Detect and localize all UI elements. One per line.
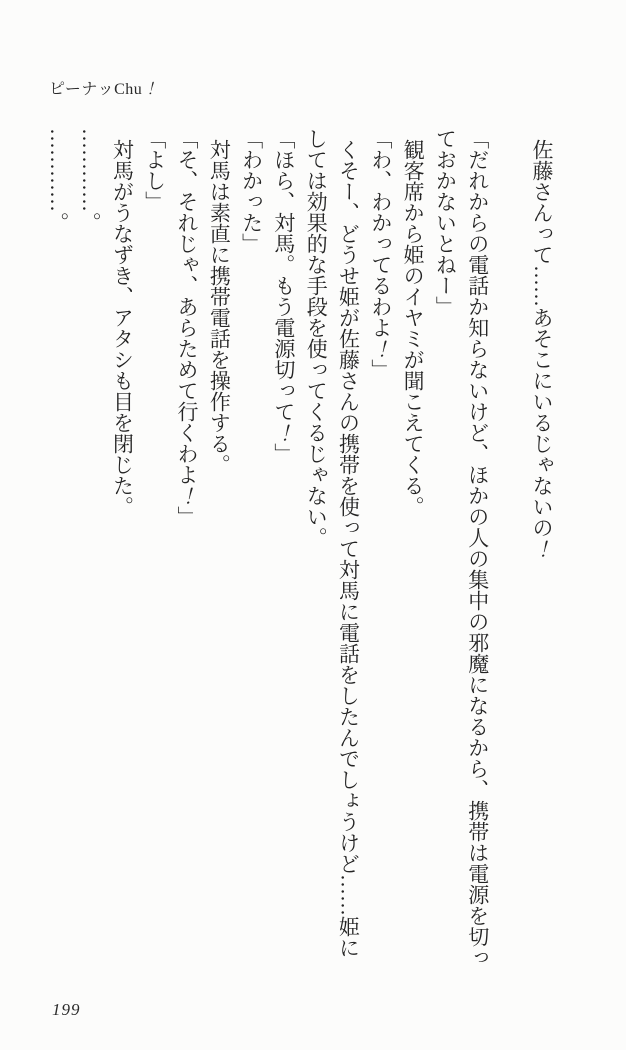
page-number: 199 [52, 1000, 81, 1019]
text-line: 対馬は素直に携帯電話を操作する。 [207, 139, 232, 475]
italic-exclamation: ！ [530, 538, 554, 559]
text-line: …………。 [78, 128, 103, 233]
text-line: 「だれからの電話か知らないけど、ほかの人の集中の邪魔になるから、携帯は電源を切っ [465, 128, 490, 968]
italic-exclamation: ！ [368, 338, 393, 359]
italic-exclamation: ！ [142, 81, 159, 98]
page-text-block [42, 128, 558, 976]
text-line: 「よし」 [142, 128, 167, 212]
text-line: 「ほら、対馬。もう電源切って！」 [271, 128, 296, 464]
text-line: 「わ、わかってるわよ！」 [368, 128, 393, 380]
text-line: 観客席から姫のイヤミが聞こえてくる。 [401, 139, 426, 517]
text-line: ておかないとねー」 [433, 128, 458, 317]
text-line: 対馬がうなずき、アタシも目を閉じた。 [110, 139, 135, 517]
running-header [49, 76, 159, 99]
text-line: 佐藤さんって……あそこにいるじゃないの！ [530, 139, 554, 559]
text-line: しては効果的な手段を使ってくるじゃない。 [304, 128, 329, 548]
text-line: 「わかった」 [239, 128, 264, 254]
text-line: くそー、どうせ姫が佐藤さんの携帯を使って対馬に電話をしたんでしょうけど……姫に [336, 139, 361, 958]
italic-exclamation: ！ [175, 485, 200, 506]
running-header-title: ピーナッChu！ [49, 81, 159, 98]
italic-exclamation: ！ [271, 422, 296, 443]
text-line: …………。 [45, 128, 70, 233]
text-line: 「そ、それじゃ、あらためて行くわよ！」 [175, 128, 200, 527]
